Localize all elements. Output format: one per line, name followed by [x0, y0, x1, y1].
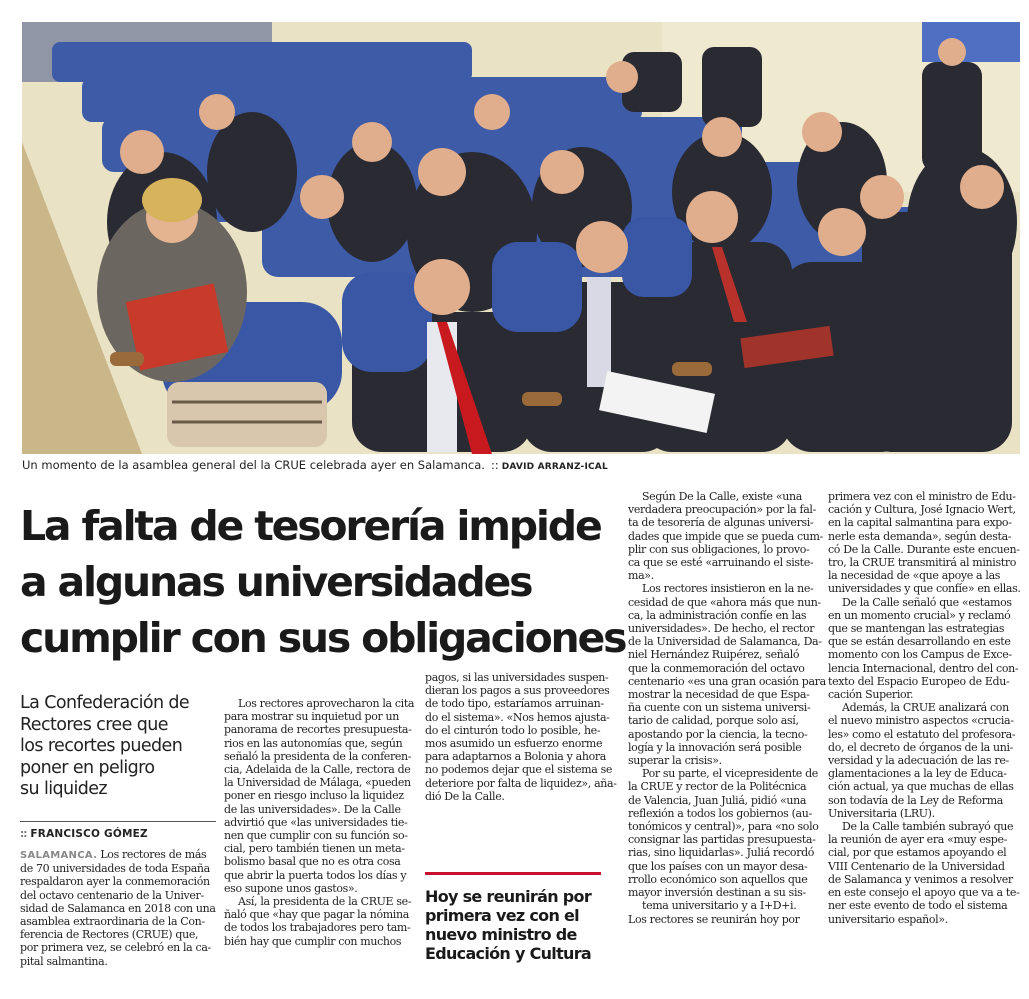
column-line: tema universitario y a I+D+i. [642, 899, 797, 913]
column-line: de la Universidad de Salamanca, Da- [628, 635, 822, 649]
column-line: superar la crisis». [628, 754, 722, 768]
headline-line: a algunas universidades [20, 558, 532, 606]
column-line: logía y la innovación será posible [628, 740, 802, 754]
column-line: rrollo económico son aquellos que [628, 872, 808, 886]
article-column-5 [828, 490, 1024, 926]
column-line: advirtió que «las universidades tie- [224, 815, 408, 829]
column-line: de las universidades». De la Calle [224, 802, 401, 816]
column-line: tonómicos y central)», para «no solo [628, 820, 819, 834]
column-line: mos asumido un esfuerzo enorme [425, 737, 603, 751]
column-line: ta de tesorería de algunas universi- [628, 516, 814, 530]
column-line: la CRUE y rector de la Politécnica [628, 780, 807, 794]
photo-caption [22, 458, 1020, 472]
column-line: pagos, si las universidades suspen- [425, 671, 609, 684]
column-line: bién hay que cumplir con muchos [224, 934, 402, 948]
column-line: panorama de recortes presupuesta- [224, 723, 412, 737]
column-line: no podemos dejar que el sistema se [425, 763, 613, 777]
column-line: ferencia de Rectores (CRUE) que, [20, 928, 199, 942]
audience-photo-illustration [22, 22, 1020, 454]
column-line: deteriore por falta de liquidez», aña- [425, 776, 617, 790]
caption-separator: :: [490, 458, 499, 472]
subhead-divider [20, 821, 216, 822]
byline [20, 828, 148, 840]
column-line: do el sistema». «Nos hemos ajusta- [425, 710, 610, 724]
photo-credit: DAVID ARRANZ-ICAL [501, 462, 608, 472]
byline-author: FRANCISCO GÓMEZ [30, 828, 148, 840]
column-line: ner este evento de todo el sistema [828, 899, 1008, 913]
column-line: Los rectores se reunirán hoy por [628, 912, 800, 926]
lead-text: Los rectores de más [100, 848, 207, 861]
column-line: plir con sus obligaciones, lo provo- [628, 542, 810, 556]
column-line: que los países con un mayor desa- [628, 859, 808, 873]
column-line: universidades». De hecho, el rector [628, 622, 815, 636]
column-line [20, 848, 216, 862]
column-line: Universitaria (LRU). [828, 806, 935, 820]
column-line: reflexión a todos los gobiernos (au- [628, 806, 812, 820]
column-line: ca que se esté «arruinando el siste- [628, 556, 814, 570]
column-line: para mostrar su inquietud por un [224, 710, 400, 724]
article-column-3 [425, 671, 617, 803]
pullquote-line: Hoy se reunirán por [425, 887, 592, 906]
headline-line: cumplir con sus obligaciones [20, 614, 626, 662]
column-line: consignar las partidas presupuesta- [628, 833, 816, 847]
column-line: son todavía de la Ley de Reforma [828, 793, 1004, 807]
column-line: rios en las autonomías que, según [224, 736, 403, 750]
column-line: có De la Calle. Durante este encuen- [828, 542, 1020, 556]
column-line: de 70 universidades de toda España [20, 862, 210, 876]
column-line: dió De la Calle. [425, 789, 505, 803]
column-line: dieran los pagos a sus proveedores [425, 684, 610, 698]
subhead-line: poner en peligro [20, 757, 155, 778]
column-line: les» como el estatuto del profesora- [828, 727, 1016, 741]
column-line: ca, la administración confíe en las [628, 608, 807, 622]
column-line: De la Calle señaló que «estamos [842, 595, 1012, 609]
subheadline [20, 693, 215, 801]
column-line: eso supone unos gastos». [224, 881, 358, 895]
column-line: cia, Adelaida de la Calle, rectora de [224, 763, 411, 777]
column-line: primera vez con el ministro de Edu- [828, 490, 1016, 503]
column-line: universitario español». [828, 912, 948, 926]
column-line: mostrar la necesidad de que Espa- [628, 688, 810, 702]
column-line: de todo tipo, estaríamos arruinan- [425, 697, 604, 711]
news-photo [22, 22, 1020, 454]
article-column-1 [20, 848, 216, 968]
column-line: Además, la CRUE analizará con [842, 701, 1009, 715]
column-line: en la capital salmantina para expo- [828, 516, 1012, 530]
pullquote-line: primera vez con el [425, 906, 579, 925]
column-line: cial, por que estamos apoyando el [828, 846, 1007, 860]
column-line: De la Calle también subrayó que [842, 820, 1014, 834]
subhead-line: Rectores cree que [20, 714, 168, 735]
subhead-line: La Confederación de [20, 693, 190, 713]
column-line: texto del Espacio Europeo de Edu- [828, 674, 1010, 688]
column-line: en un momento crucial» y reclamó [828, 608, 1011, 622]
column-line: Los rectores insistieron en la ne- [642, 582, 814, 596]
pullquote [425, 887, 615, 963]
column-line: del octavo centenario de la Univer- [20, 888, 204, 902]
pullquote-line: nuevo ministro de [425, 925, 577, 944]
column-line: el nuevo ministro aspectos «crucia- [828, 714, 1014, 728]
column-line: apostando por la ciencia, la tecno- [628, 727, 808, 741]
column-line: cación Superior. [828, 688, 914, 702]
column-line: la necesidad de «que apoye a las [828, 569, 1001, 583]
pullquote-accent-rule [425, 872, 601, 875]
column-line: sidad de Salamanca en 2018 con una [20, 901, 216, 915]
column-line: verdadera preocupación» por la fal- [628, 503, 816, 517]
column-line: pital salmantina. [20, 954, 108, 968]
column-line: tro, la CRUE transmitirá al ministro [828, 556, 1016, 570]
column-line: tario de calidad, porque solo así, [628, 714, 799, 728]
column-line: lencia Internacional, dentro del con- [828, 661, 1019, 675]
column-line: rias, sino liquidarlas». Juliá recordó [628, 846, 815, 860]
column-line: mayor inversión destinan a su sis- [628, 886, 806, 900]
column-line: en este consejo el apoyo que va a te- [828, 886, 1020, 900]
column-line: por primera vez, se celebró en la ca- [20, 941, 211, 955]
column-line: para adaptarnos a Bolonia y ahora [425, 750, 606, 764]
column-line: poner en riesgo incluso la liquidez [224, 789, 404, 803]
column-line: nerle esta demanda», según desta- [828, 529, 1012, 543]
column-line: Por su parte, el vicepresidente de [642, 767, 818, 781]
subhead-line: los recortes pueden [20, 736, 183, 756]
pullquote-line: Educación y Cultura [425, 944, 592, 963]
column-line: la Universidad de Málaga, «pueden [224, 776, 411, 790]
column-line: ma». [628, 569, 654, 583]
column-line: Así, la presidenta de la CRUE se- [238, 895, 412, 909]
column-line: Los rectores aprovecharon la cita [238, 697, 415, 710]
column-line: ña cuente con un sistema universi- [628, 701, 811, 715]
headline [20, 498, 630, 666]
column-line: que se están desarrollando en este [828, 635, 1011, 649]
column-line: ción actual, ya que muchas de ellas [828, 780, 1014, 794]
column-line: que la conmemoración del octavo [628, 661, 805, 675]
column-line: dades que impide que se pueda cum- [628, 529, 823, 543]
subhead-line: su liquidez [20, 779, 108, 799]
byline-separator: :: [20, 828, 27, 840]
column-line: versidad y la adecuación de las re- [828, 754, 1009, 768]
column-line: centenario «es una gran ocasión para [628, 674, 826, 688]
column-line: universidades y que confíe» en ellas. [828, 582, 1021, 596]
column-line: bolismo basal que no es otra cosa [224, 855, 401, 869]
column-line: que se mantengan las estrategias [828, 622, 1005, 636]
column-line: cial, pero también tienen un meta- [224, 842, 405, 856]
column-line: que abrir la puerta todos los días y [224, 868, 407, 882]
headline-line: La falta de tesorería impide [20, 502, 601, 550]
column-line: la reunión de ayer era «muy espe- [828, 833, 1007, 847]
column-line: do el cinturón todo lo posible, he- [425, 723, 601, 737]
column-line: de Valencia, Juan Juliá, pidió «una [628, 793, 807, 807]
column-line: cación y Cultura, José Ignacio Wert, [828, 503, 1016, 517]
column-line: VIII Centenario de la Universidad [828, 859, 1005, 873]
column-line: nen que cumplir con su función so- [224, 829, 408, 843]
column-line: respaldaron ayer la conmemoración [20, 875, 210, 889]
article-column-2 [224, 697, 416, 948]
column-line: niel Hernández Ruipérez, señaló [628, 648, 800, 662]
column-line: señaló la presidenta de la conferen- [224, 749, 412, 763]
caption-text: Un momento de la asamblea general del la CRUE celebrada ayer en Salamanca. [22, 458, 485, 472]
column-line: ñaló que «hay que pagar la nómina [224, 908, 409, 922]
column-line: glamentaciones a la ley de Educa- [828, 767, 1007, 781]
column-line: asamblea extraordinaria de la Con- [20, 915, 205, 929]
article-column-4 [628, 490, 826, 926]
column-line: de Salamanca y venimos a resolver [828, 872, 1013, 886]
column-line: de todos los trabajadores pero tam- [224, 921, 411, 935]
dateline: SALAMANCA. [20, 850, 98, 861]
column-line: cesidad de que «ahora más que nun- [628, 595, 821, 609]
column-line: do, el decreto de órganos de la uni- [828, 740, 1014, 754]
column-line: Según De la Calle, existe «una [642, 490, 802, 503]
column-line: momento con los Campus de Exce- [828, 648, 1012, 662]
